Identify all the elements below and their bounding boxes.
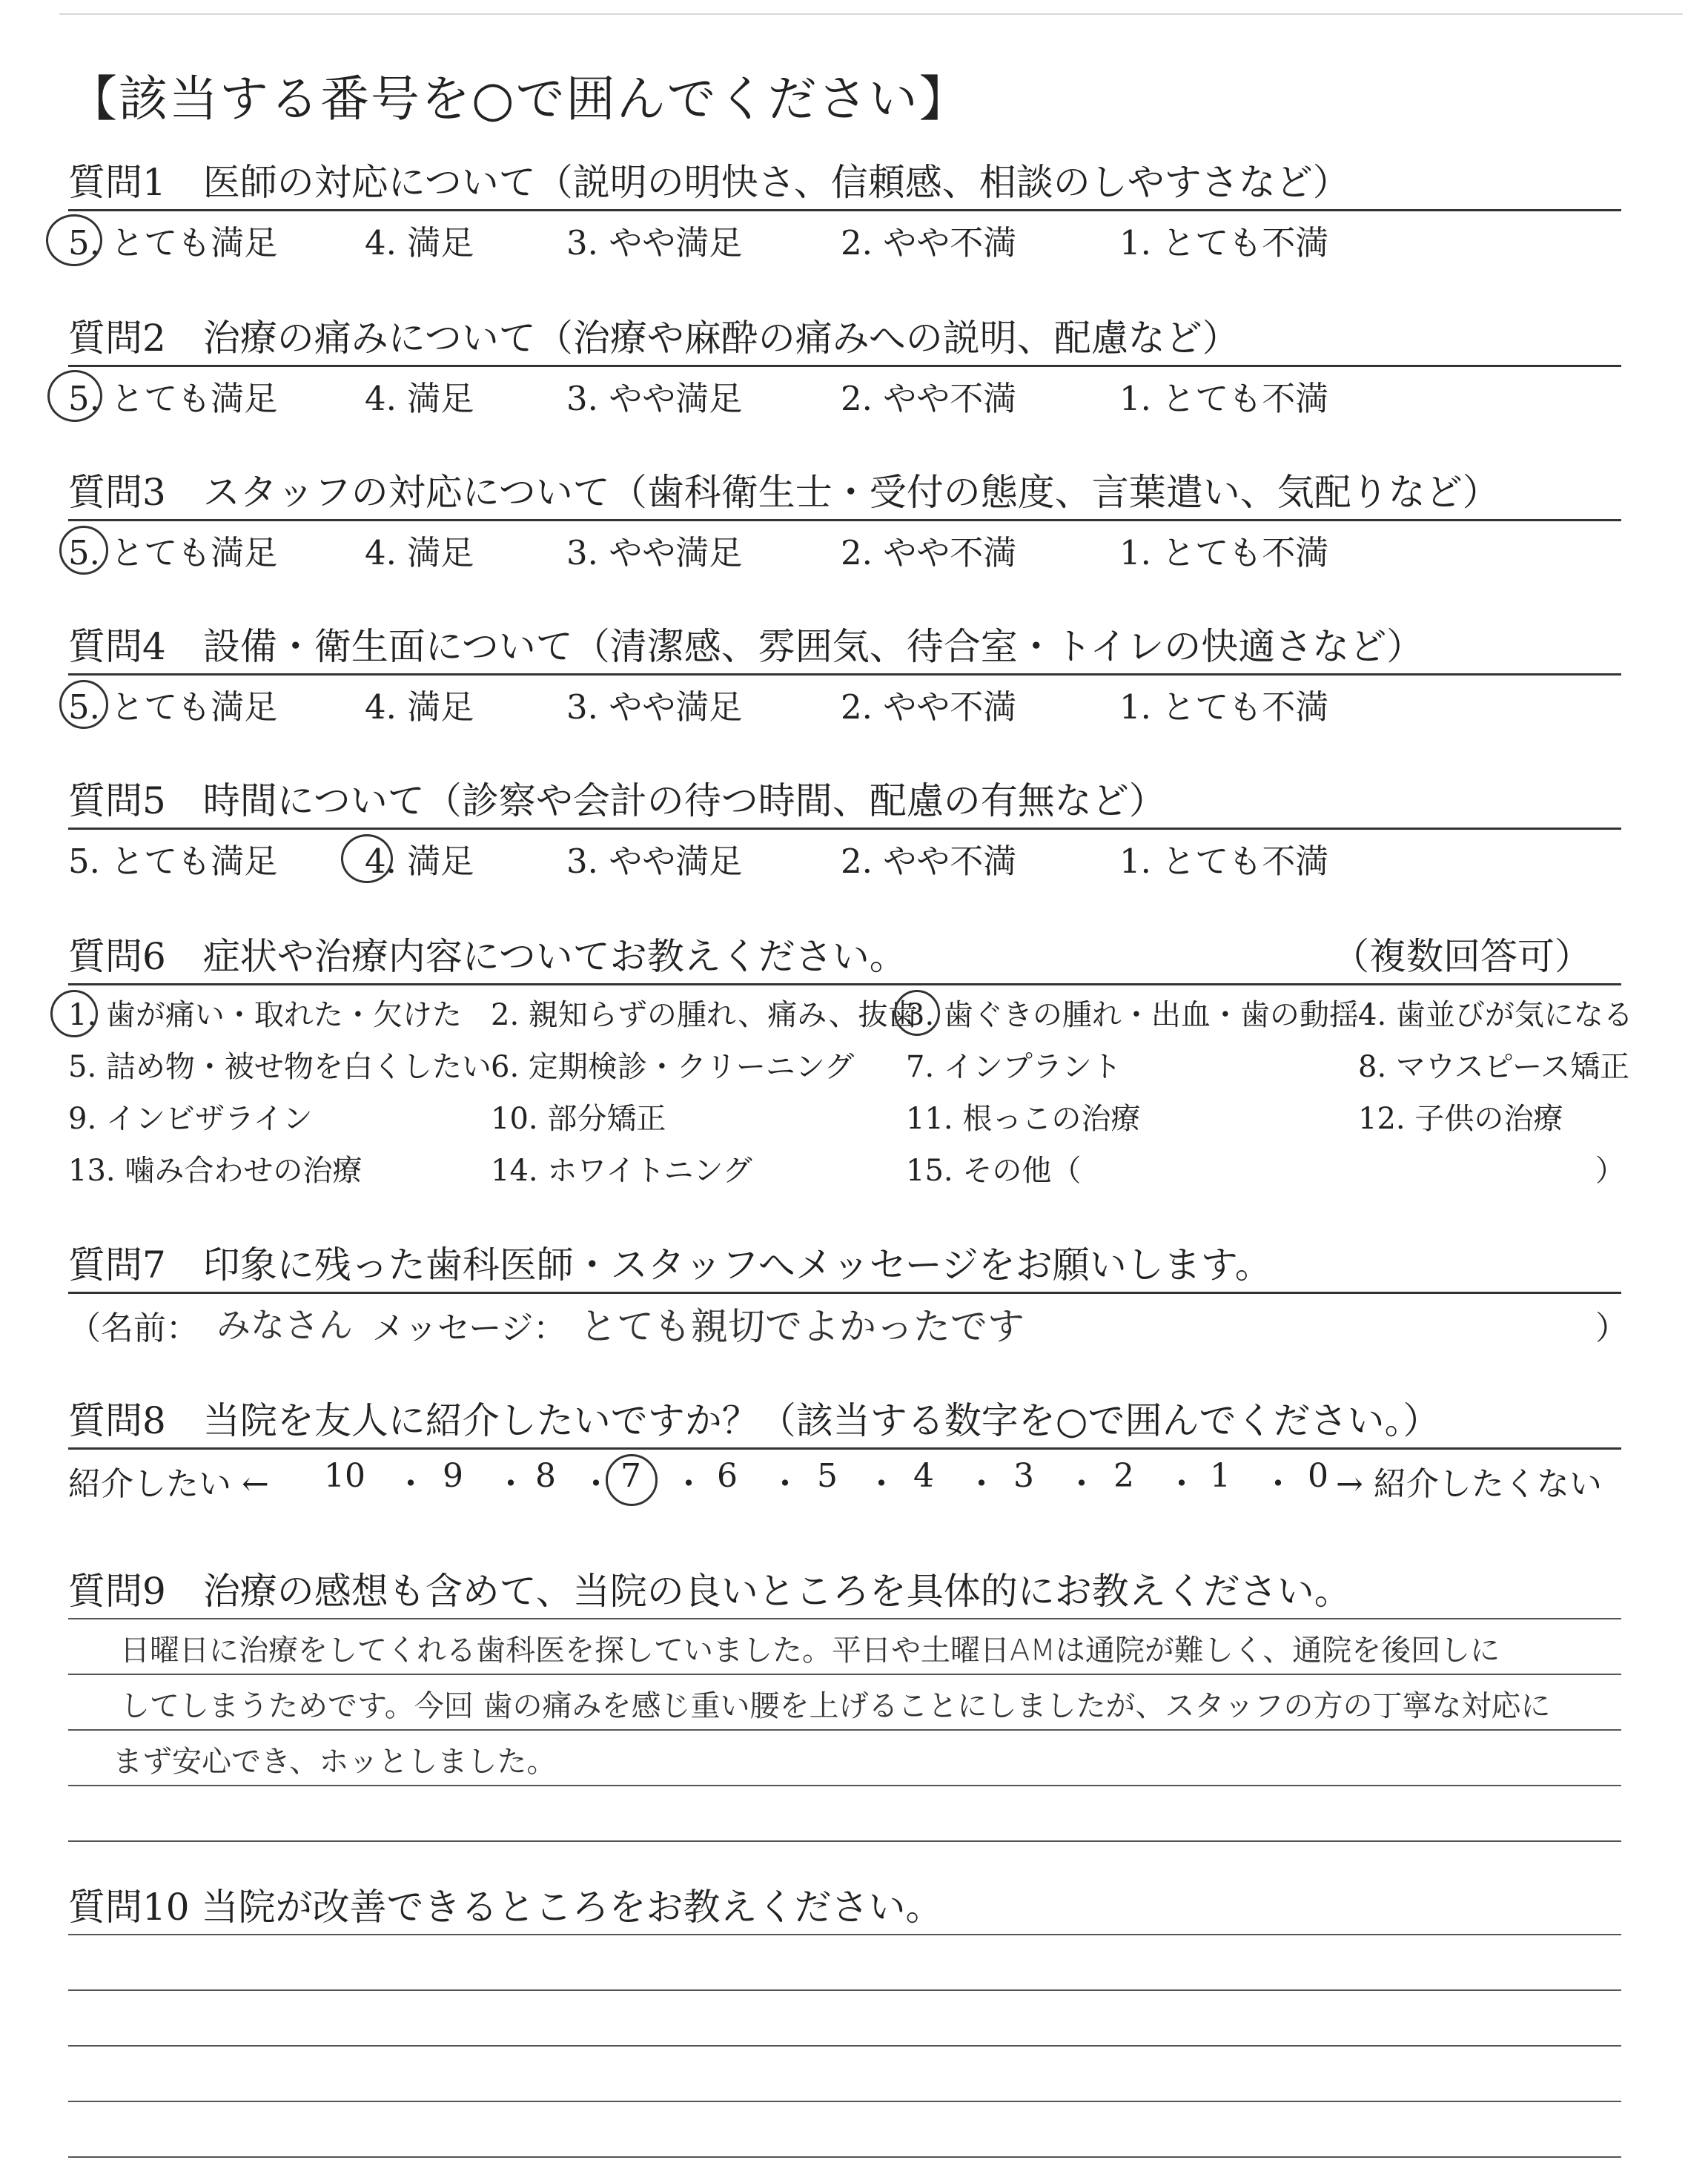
rating-option-2[interactable]: 2. やや不満 bbox=[841, 533, 1017, 572]
answer-lines bbox=[68, 1935, 1621, 2158]
question-2 bbox=[68, 311, 1621, 419]
answer-lines bbox=[68, 1619, 1621, 1842]
question-title: 質問7 印象に残った歯科医師・スタッフへメッセージをお願いします。 bbox=[68, 1244, 1272, 1287]
question-7 bbox=[68, 1238, 1628, 1353]
answer-line[interactable] bbox=[68, 1731, 1621, 1786]
treatment-row-2 bbox=[68, 1037, 1630, 1089]
rating-option-4[interactable]: 4. 満足 bbox=[365, 842, 474, 881]
question-title: 質問1 医師の対応について（説明の明快さ、信頼感、相談のしやすさなど） bbox=[68, 161, 1350, 204]
rating-row bbox=[68, 676, 1621, 727]
rating-option-5[interactable]: 5. とても満足 bbox=[68, 533, 278, 572]
question-10 bbox=[68, 1880, 1621, 2158]
recommend-right-label: → 紹介したくない bbox=[1336, 1465, 1602, 1503]
message-row bbox=[68, 1294, 1628, 1353]
question-6-title: 質問6 症状や治療内容についてお教えください。 bbox=[68, 935, 907, 978]
handwritten-answer: まず安心でき、ホッとしました。 bbox=[113, 1745, 557, 1779]
rating-option-1[interactable]: 1. とても不満 bbox=[1119, 533, 1329, 572]
treatment-row-1 bbox=[68, 985, 1633, 1037]
treatment-option-10[interactable]: 10. 部分矯正 bbox=[491, 1102, 666, 1136]
scale-8[interactable]: 8 bbox=[535, 1457, 556, 1495]
message-close-paren: ） bbox=[1595, 1309, 1628, 1347]
question-8 bbox=[68, 1394, 1621, 1509]
treatment-option-3[interactable]: 3. 歯ぐきの腫れ・出血・歯の動揺 bbox=[906, 998, 1359, 1032]
rating-option-5[interactable]: 5. とても満足 bbox=[68, 842, 278, 881]
scale-dot: ・ bbox=[580, 1465, 612, 1503]
rating-option-3[interactable]: 3. やや満足 bbox=[566, 223, 743, 262]
rating-option-3[interactable]: 3. やや満足 bbox=[566, 533, 743, 572]
treatment-option-15[interactable]: 15. その他（ bbox=[906, 1154, 1082, 1188]
treatment-option-5[interactable]: 5. 詰め物・被せ物を白くしたい bbox=[68, 1050, 491, 1084]
scale-10[interactable]: 10 bbox=[324, 1457, 365, 1495]
scale-4[interactable]: 4 bbox=[913, 1457, 934, 1495]
rating-option-1[interactable]: 1. とても不満 bbox=[1119, 842, 1329, 881]
treatment-option-2[interactable]: 2. 親知らずの腫れ、痛み、抜歯 bbox=[491, 998, 918, 1032]
multiple-answer-note: （複数回答可） bbox=[1332, 935, 1592, 978]
scale-dot: ・ bbox=[672, 1465, 705, 1503]
question-title: 質問9 治療の感想も含めて、当院の良いところを具体的にお教えください。 bbox=[68, 1570, 1351, 1613]
recommend-left-label: 紹介したい ← bbox=[68, 1465, 269, 1503]
rating-option-2[interactable]: 2. やや不満 bbox=[841, 223, 1017, 262]
question-title: 質問4 設備・衛生面について（清潔感、雰囲気、待合室・トイレの快適さなど） bbox=[68, 625, 1424, 668]
recommend-scale-row bbox=[68, 1450, 1621, 1509]
selection-circle bbox=[59, 526, 108, 575]
question-4 bbox=[68, 620, 1621, 727]
treatment-option-9[interactable]: 9. インビザライン bbox=[68, 1102, 313, 1136]
other-close-paren: ） bbox=[1595, 1154, 1625, 1188]
treatment-option-7[interactable]: 7. インプラント bbox=[906, 1050, 1122, 1084]
rating-option-2[interactable]: 2. やや不満 bbox=[841, 687, 1017, 727]
selection-circle bbox=[894, 990, 940, 1036]
rating-option-3[interactable]: 3. やや満足 bbox=[566, 379, 743, 418]
selection-circle bbox=[50, 990, 98, 1037]
rating-option-2[interactable]: 2. やや不満 bbox=[841, 379, 1017, 418]
form-instruction-title: 【該当する番号を○で囲んでください】 bbox=[68, 70, 970, 128]
answer-line[interactable] bbox=[68, 1675, 1621, 1731]
question-3 bbox=[68, 466, 1621, 573]
question-title: 質問3 スタッフの対応について（歯科衛生士・受付の態度、言葉遣い、気配りなど） bbox=[68, 471, 1500, 514]
rating-row bbox=[68, 521, 1621, 573]
rating-option-4[interactable]: 4. 満足 bbox=[365, 223, 474, 262]
scale-0[interactable]: 0 bbox=[1308, 1457, 1328, 1495]
rating-option-3[interactable]: 3. やや満足 bbox=[566, 687, 743, 727]
answer-line[interactable] bbox=[68, 2047, 1621, 2102]
rating-option-2[interactable]: 2. やや不満 bbox=[841, 842, 1017, 881]
scale-dot: ・ bbox=[394, 1465, 427, 1503]
rating-option-5[interactable]: 5. とても満足 bbox=[68, 687, 278, 727]
question-6 bbox=[68, 930, 1633, 1193]
answer-line[interactable] bbox=[68, 1935, 1621, 1991]
answer-line[interactable] bbox=[68, 1786, 1621, 1842]
treatment-option-8[interactable]: 8. マウスピース矯正 bbox=[1358, 1050, 1630, 1084]
page-top-border bbox=[59, 13, 1683, 15]
scale-dot: ・ bbox=[769, 1465, 801, 1503]
treatment-row-4 bbox=[68, 1141, 1625, 1193]
question-title: 質問2 治療の痛みについて（治療や麻酔の痛みへの説明、配慮など） bbox=[68, 317, 1239, 360]
rating-row bbox=[68, 830, 1621, 882]
scale-2[interactable]: 2 bbox=[1113, 1457, 1134, 1495]
rating-option-4[interactable]: 4. 満足 bbox=[365, 687, 474, 727]
question-title: 質問8 当院を友人に紹介したいですか？（該当する数字を○で囲んでください。） bbox=[68, 1399, 1440, 1442]
rating-option-5[interactable]: 5. とても満足 bbox=[68, 223, 278, 262]
handwritten-answer: 日曜日に治療をしてくれる歯科医を探していました。平日や土曜日AMは通院が難しく、通院を後回しに bbox=[120, 1634, 1500, 1668]
rating-option-4[interactable]: 4. 満足 bbox=[365, 533, 474, 572]
scale-7[interactable]: 7 bbox=[620, 1457, 641, 1495]
question-title: 質問5 時間について（診察や会計の待つ時間、配慮の有無など） bbox=[68, 779, 1166, 822]
scale-dot: ・ bbox=[965, 1465, 998, 1503]
treatment-option-13[interactable]: 13. 噛み合わせの治療 bbox=[68, 1154, 363, 1188]
treatment-option-11[interactable]: 11. 根っこの治療 bbox=[906, 1102, 1141, 1136]
rating-row bbox=[68, 211, 1621, 263]
question-5 bbox=[68, 774, 1621, 882]
rating-option-5[interactable]: 5. とても満足 bbox=[68, 379, 278, 418]
answer-line[interactable] bbox=[68, 1619, 1621, 1675]
scale-1[interactable]: 1 bbox=[1210, 1457, 1231, 1495]
scale-dot: ・ bbox=[1065, 1465, 1098, 1503]
treatment-option-14[interactable]: 14. ホワイトニング bbox=[491, 1154, 752, 1188]
scale-5[interactable]: 5 bbox=[817, 1457, 838, 1495]
name-label: （名前： bbox=[68, 1309, 199, 1347]
rating-row bbox=[68, 367, 1621, 419]
treatment-row-3 bbox=[68, 1089, 1621, 1141]
selection-circle bbox=[606, 1454, 658, 1506]
question-title bbox=[68, 930, 1621, 983]
question-1 bbox=[68, 156, 1621, 263]
selection-circle bbox=[47, 370, 102, 422]
scale-3[interactable]: 3 bbox=[1013, 1457, 1034, 1495]
treatment-option-1[interactable]: 1. 歯が痛い・取れた・欠けた bbox=[68, 998, 462, 1032]
scale-dot: ・ bbox=[865, 1465, 898, 1503]
message-value[interactable]: とても親切でよかったです bbox=[580, 1305, 1025, 1348]
selection-circle bbox=[46, 214, 102, 266]
treatment-option-12[interactable]: 12. 子供の治療 bbox=[1358, 1102, 1563, 1136]
scale-dot: ・ bbox=[1262, 1465, 1294, 1503]
treatment-option-6[interactable]: 6. 定期検診・クリーニング bbox=[491, 1050, 855, 1084]
scale-dot: ・ bbox=[494, 1465, 527, 1503]
selection-circle bbox=[341, 834, 393, 883]
handwritten-answer: してしまうためです。今回 歯の痛みを感じ重い腰を上げることにしましたが、スタッフの方の丁寧な対応に bbox=[120, 1689, 1551, 1723]
rating-option-1[interactable]: 1. とても不満 bbox=[1119, 223, 1329, 262]
name-value[interactable]: みなさん bbox=[216, 1305, 353, 1345]
selection-circle bbox=[59, 680, 108, 729]
rating-option-1[interactable]: 1. とても不満 bbox=[1119, 379, 1329, 418]
rating-option-3[interactable]: 3. やや満足 bbox=[566, 842, 743, 881]
rating-option-4[interactable]: 4. 満足 bbox=[365, 379, 474, 418]
question-title: 質問10 当院が改善できるところをお教えください。 bbox=[68, 1886, 943, 1929]
rating-option-1[interactable]: 1. とても不満 bbox=[1119, 687, 1329, 727]
scale-dot: ・ bbox=[1165, 1465, 1198, 1503]
treatment-option-4[interactable]: 4. 歯並びが気になる bbox=[1358, 998, 1633, 1032]
message-label: メッセージ： bbox=[372, 1309, 566, 1347]
question-9 bbox=[68, 1565, 1621, 1842]
answer-line[interactable] bbox=[68, 1991, 1621, 2047]
scale-6[interactable]: 6 bbox=[717, 1457, 738, 1495]
scale-9[interactable]: 9 bbox=[443, 1457, 463, 1495]
answer-line[interactable] bbox=[68, 2102, 1621, 2158]
